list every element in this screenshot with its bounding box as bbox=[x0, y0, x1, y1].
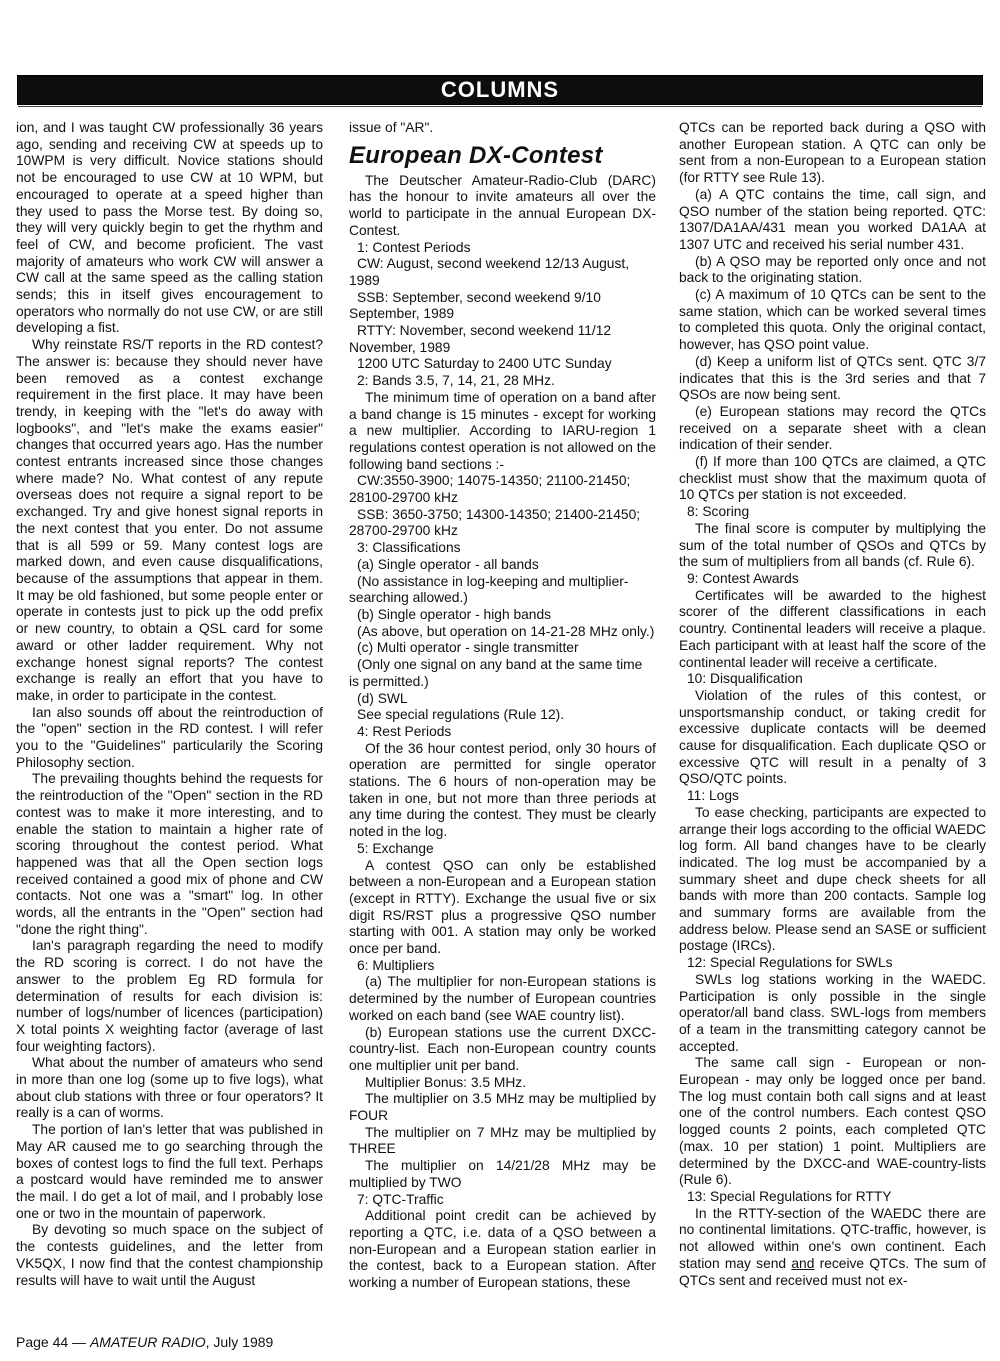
paragraph: (c) A maximum of 10 QTCs can be sent to the same station, which can be worked several times to completed this quota. Only the original contact, however, has QSO point value. bbox=[679, 287, 986, 353]
rule-line: CW: August, second weekend 12/13 August, 1989 bbox=[349, 256, 630, 288]
paragraph: issue of "AR". bbox=[349, 120, 434, 135]
paragraph: Ian also sounds off about the reintroduction of the "open" section in the RD contest. I will refer you to the "Guidelines" particularily the Scoring Philosophy section. bbox=[16, 704, 323, 770]
rule-line: (c) Multi operator - single transmitter bbox=[357, 640, 579, 656]
paragraph: (b) European stations use the current DXCC-country-list. Each non-European country counts one multiplier unit per band. bbox=[349, 1024, 656, 1073]
column-2 bbox=[349, 120, 656, 1325]
paragraph: QTCs can be reported back during a QSO with another European station. A QTC can only be sent from a non-European to a European station (for RTTY see Rule 13). bbox=[679, 120, 986, 186]
paragraph: Ian's paragraph regarding the need to modify the RD scoring is correct. I do not have the answer to the problem Eg RD formula for determination of results for each division is: number of logs/number of licences (participation) X total points X weighting factor (average of last four weighting factors). bbox=[16, 938, 323, 1054]
rule-line: (d) SWL bbox=[357, 690, 408, 706]
text-run: receive QTCs. The sum of QTCs sent and received must not ex- bbox=[679, 1255, 986, 1288]
paragraph: Additional point credit can be achieved by reporting a QTC, i.e. data of a QSO between a non-European and a European station earlier in the contest, back to a European station. After working a number of European stations, these bbox=[349, 1208, 656, 1291]
paragraph: The multiplier on 3.5 MHz may be multiplied by FOUR bbox=[349, 1091, 656, 1124]
paragraph: The portion of Ian's letter that was published in May AR caused me to go searching through the boxes of contest logs to find the full text. Perhaps a postcard would have reminded me to answer the mail. I do get a lot of mail, and I probably lose one or two in the mountain of paperwork. bbox=[16, 1122, 323, 1221]
paragraph: A contest QSO can only be established between a non-European and a European station (except in RTTY). Exchange the usual five or six digit RS/RST plus a progressive QSO number starting with 001. A station may only be worked once per band. bbox=[349, 857, 656, 957]
paragraph: Multiplier Bonus: 3.5 MHz. bbox=[365, 1074, 527, 1090]
paragraph: Violation of the rules of this contest, or unsportsmanship conduct, or taking credit for excessive duplicate contacts will be deemed cause for disqualification. Each duplicate QSO or excessive QTC will result in a penalty of 3 QSO/QTC points. bbox=[679, 687, 986, 787]
paragraph: (e) European stations may record the QTCs received on a separate sheet with a clean indication of their sender. bbox=[679, 403, 986, 453]
paragraph: SWLs log stations working in the WAEDC. Participation is only possible in the single operator/all band class. SWL-logs from members of a team in the transmitting category cannot be accepted. bbox=[679, 971, 986, 1054]
paragraph: The final score is computer by multiplying the sum of the total number of QSOs and QTCs by the sum of multipliers from all bands (cf. Rule 6). bbox=[679, 520, 986, 570]
rule-heading: 5: Exchange bbox=[357, 840, 434, 856]
rule-line: (b) Single operator - high bands bbox=[357, 606, 552, 622]
rule-line: (Only one signal on any band at the same time is permitted.) bbox=[349, 657, 643, 689]
article-title: European DX-Contest bbox=[349, 141, 603, 169]
rule-heading: 12: Special Regulations for SWLs bbox=[687, 955, 893, 971]
paragraph: The multiplier on 7 MHz may be multiplied by THREE bbox=[349, 1124, 656, 1157]
rule-line: RTTY: November, second weekend 11/12 November, 1989 bbox=[349, 323, 612, 355]
rule-line: See special regulations (Rule 12). bbox=[357, 707, 565, 723]
paragraph: The multiplier on 14/21/28 MHz may be multiplied by TWO bbox=[349, 1158, 656, 1190]
rule-heading: 8: Scoring bbox=[687, 504, 750, 520]
footer-separator: — bbox=[68, 1334, 90, 1350]
rule-heading: 9: Contest Awards bbox=[687, 570, 799, 586]
rule-line: (As above, but operation on 14-21-28 MHz only.) bbox=[357, 623, 655, 639]
rule-line: 1: Contest Periods bbox=[357, 239, 471, 255]
page-footer bbox=[16, 1334, 273, 1350]
rule-line: 3: Classifications bbox=[357, 540, 461, 556]
paragraph: Why reinstate RS/T reports in the RD contest? The answer is: because they should never have been removed as a contest exchange requirement in the first place. It may have been trendy, in keeping with the "let's do away with logbooks", and "let's make the exams easier" changes that occurred years ago. Has the number contest entrants increased since those changes where made? No. What contest of any repute overseas does not require a signal report to be exchanged. Try and give honest signal reports in the next contest that you enter. Do not assume that is all 599 or 59. Many contest logs are marked down, and even cause disqualifications, because of the assumptions that appear in them. It may be old fashioned, but some people enter or operate in contests just to pick up the odd prefix or new country, to obtain a QSL card for some award or other ladder requirement. Why not exchange honest signal reports? The contest exchange is really an effort that you have to make, in order to participate in the contest. bbox=[16, 337, 323, 703]
paragraph: (a) A QTC contains the time, call sign, and QSO number of the station being reported. QTC: 1307/DA1AA/431 mean you worked DA1AA at 1307 UTC and received his serial number 431. bbox=[679, 186, 986, 252]
rule-line: SSB: 3650-3750; 14300-14350; 21400-21450; 28700-29700 kHz bbox=[349, 506, 641, 539]
page-number: Page 44 bbox=[16, 1334, 69, 1350]
paragraph: ion, and I was taught CW professionally 36 years ago, sending and receiving CW at speeds up to 10WPM is very difficult. Novice stations should not be encouraged to use CW at 10 WPM, but encouraged to operate at a speed higher than they used to pass the Morse test. By doing so, they will very quickly begin to get the rhythm and feel of CW, and become proficient. The vast majority of amateurs who work CW will answer a CW call at the same speed as the calling station sends; this in itself gives encouragement to operators who normally do not use CW, or are still developing a fist. bbox=[16, 120, 323, 336]
rule-line: SSB: September, second weekend 9/10 September, 1989 bbox=[349, 289, 601, 322]
column-1 bbox=[16, 120, 323, 1325]
rule-heading: 7: QTC-Traffic bbox=[357, 1191, 444, 1207]
rule-line: 1200 UTC Saturday to 2400 UTC Sunday bbox=[357, 356, 612, 372]
section-title: COLUMNS bbox=[440, 77, 560, 102]
paragraph: Of the 36 hour contest period, only 30 hours of operation are permitted for single operator stations. The 6 hours of non-operation may be taken in one, but not more than three periods at any time during the contest. They must be clearly noted in the log. bbox=[349, 740, 656, 840]
paragraph bbox=[679, 1206, 986, 1290]
paragraph: (b) A QSO may be reported only once and not back to the originating station. bbox=[679, 253, 986, 286]
paragraph: To ease checking, participants are expected to arrange their logs according to the official WAEDC log form. All band changes have to be clearly indicated. The log must be accompanied by a summary sheet and dupe check sheets for all bands with more than 200 contacts. Sample log and summary forms are available from the address below. Please send an SASE or sufficient postage (IRCs). bbox=[679, 804, 986, 954]
paragraph: Certificates will be awarded to the highest scorer of the different classifications in each country. Continental leaders will receive a plaque. Each participant with at least half the score of the continental leader will receive a certificate. bbox=[679, 587, 986, 670]
paragraph: (a) The multiplier for non-European stations is determined by the number of European countries worked on each band (see WAE country list). bbox=[349, 974, 656, 1023]
paragraph: The same call sign - European or non-European - may only be logged once per band. The log must contain both call signs and at least one of the control numbers. Each contest QSO logged counts 2 points, each completed QTC (max. 10 per station) 1 point. Multipliers are determined by the DXCC-and WAE-country-lists (Rule 6). bbox=[679, 1055, 986, 1188]
issue-date: , July 1989 bbox=[205, 1334, 274, 1350]
paragraph: What about the number of amateurs who send in more than one log (some up to five logs), what about club stations with three or four operators? It really is a can of worms. bbox=[16, 1055, 323, 1121]
rule-line: (a) Single operator - all bands bbox=[357, 556, 539, 572]
paragraph: The prevailing thoughts behind the requests for the reintroduction of the "Open" section in the RD contest was to make it more interesting, and to enable the station to maintain a higher rate of scoring throughout the contest period. What happened was that all the Open section logs received contained a good mix of phone and CW contacts. Not one was a "smart" log. In other words, all the entrants in the "Open" section had "done the right thing". bbox=[16, 771, 323, 937]
paragraph: The Deutscher Amateur-Radio-Club (DARC) has the honour to invite amateurs all over the world to participate in the annual European DX-Contest. bbox=[349, 172, 656, 238]
paragraph: (f) If more than 100 QTCs are claimed, a QTC checklist must show that the maximum quota of 10 QTCs per station is not exceeded. bbox=[679, 454, 986, 503]
paragraph: (d) Keep a uniform list of QTCs sent. QTC 3/7 indicates that this is the 3rd series and that 7 QSOs are now being sent. bbox=[679, 353, 986, 403]
rule-line: (No assistance in log-keeping and multiplier-searching allowed.) bbox=[349, 573, 629, 606]
paragraph: The minimum time of operation on a band after a band change is 15 minutes - except for working a new multiplier. According to IARU-region 1 regulations contest operation is not allowed on the following band sections :- bbox=[349, 389, 656, 472]
rule-line: 2: Bands 3.5, 7, 14, 21, 28 MHz. bbox=[357, 373, 555, 389]
rule-line: CW:3550-3900; 14075-14350; 21100-21450; 28100-29700 kHz bbox=[349, 473, 631, 506]
banner-rule bbox=[18, 106, 982, 107]
rule-heading: 6: Multipliers bbox=[357, 957, 435, 973]
magazine-name: AMATEUR RADIO bbox=[89, 1334, 206, 1350]
underlined-word: and bbox=[791, 1255, 815, 1271]
rule-heading: 13: Special Regulations for RTTY bbox=[687, 1189, 892, 1204]
text-run: In the RTTY-section of the WAEDC there are no continental limitations. QTC-traffic, however, is not allowed within one's own continent. Each station may send bbox=[679, 1205, 986, 1271]
paragraph: By devoting so much space on the subject of the contests guidelines, and the letter from VK5QX, I now find that the contest championship results will have to wait until the August bbox=[16, 1222, 323, 1288]
section-banner bbox=[18, 76, 982, 104]
rule-heading: 10: Disqualification bbox=[687, 671, 803, 687]
rule-line: 4: Rest Periods bbox=[357, 723, 452, 739]
column-3 bbox=[679, 120, 986, 1325]
rule-heading: 11: Logs bbox=[687, 788, 739, 804]
